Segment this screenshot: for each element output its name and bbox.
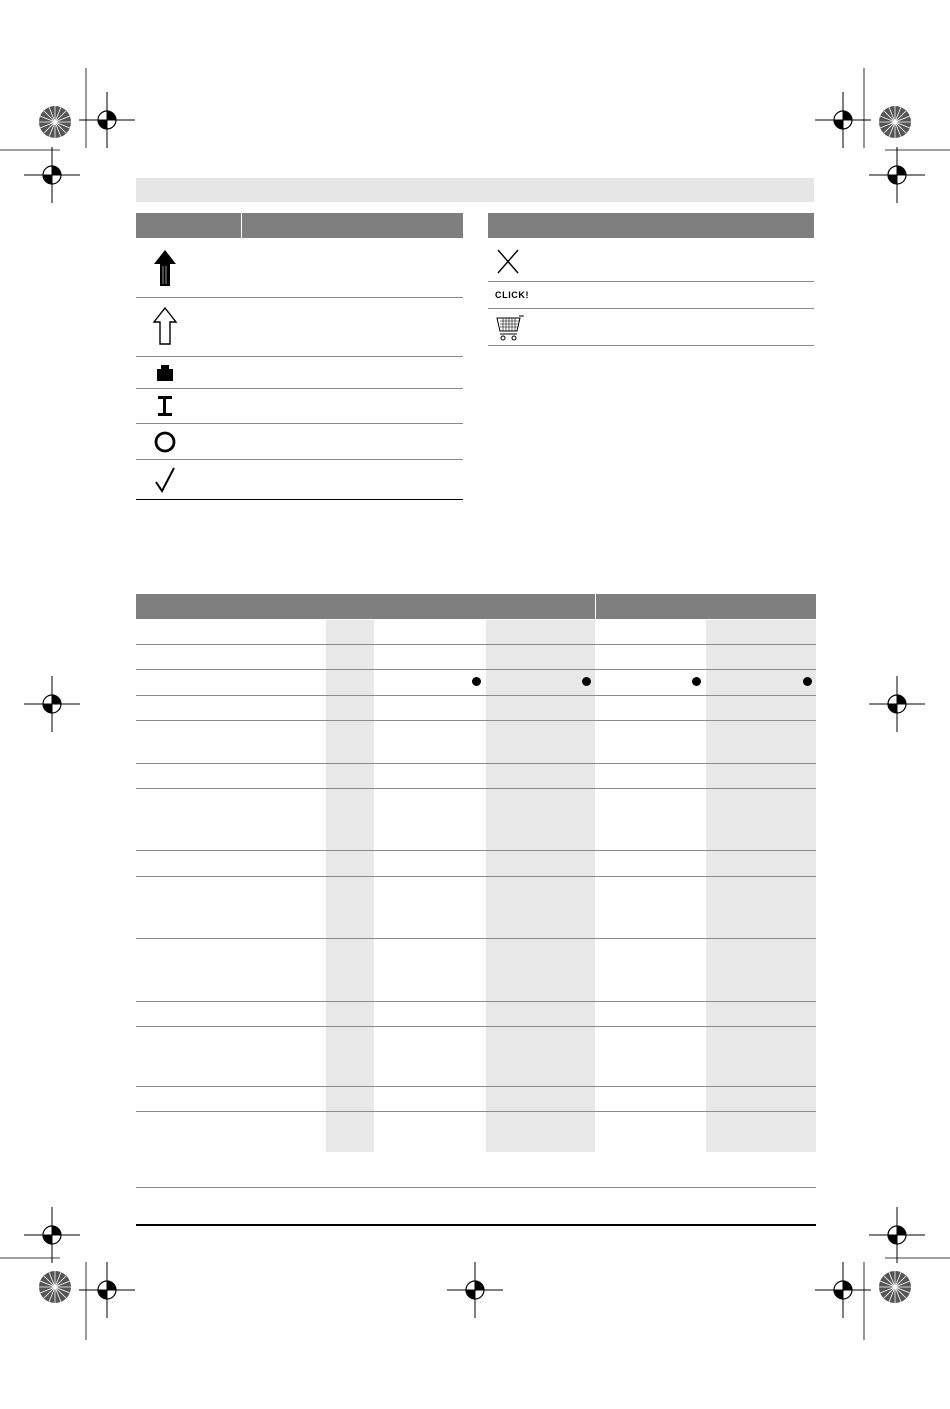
bullet-icon <box>692 677 701 686</box>
row-divider <box>136 1111 816 1112</box>
row-divider <box>136 763 816 764</box>
cross-icon <box>494 246 522 281</box>
checkmark-icon <box>136 464 194 496</box>
row-divider <box>136 1086 816 1087</box>
i-beam-icon <box>136 392 194 420</box>
row-divider <box>136 720 816 721</box>
shaded-column <box>486 620 595 1152</box>
bullet-icon <box>472 677 481 686</box>
circle-icon <box>136 427 194 457</box>
weight-icon <box>136 359 194 387</box>
row-divider <box>136 876 816 877</box>
symbol-table-right-header <box>488 213 814 238</box>
shopping-cart-icon <box>494 313 526 348</box>
row-divider <box>136 1026 816 1027</box>
click-label: CLICK! <box>495 290 530 300</box>
row-divider <box>136 644 816 645</box>
page-header-bar <box>136 178 814 202</box>
row-divider <box>136 1001 816 1002</box>
row-divider <box>136 938 816 939</box>
row-divider <box>136 788 816 789</box>
row-divider <box>136 669 816 670</box>
bullet-icon <box>582 677 591 686</box>
row-divider <box>136 695 816 696</box>
filled-arrow-up-icon <box>136 245 194 291</box>
symbol-table-left-header <box>136 213 463 238</box>
shaded-column <box>706 620 816 1152</box>
spec-table-header <box>136 594 816 619</box>
footer-rule-thin <box>136 1187 816 1188</box>
bullet-icon <box>803 677 812 686</box>
outline-arrow-up-icon <box>136 303 194 349</box>
footer-rule <box>136 1224 816 1226</box>
row-divider <box>136 850 816 851</box>
shaded-column <box>326 620 374 1152</box>
